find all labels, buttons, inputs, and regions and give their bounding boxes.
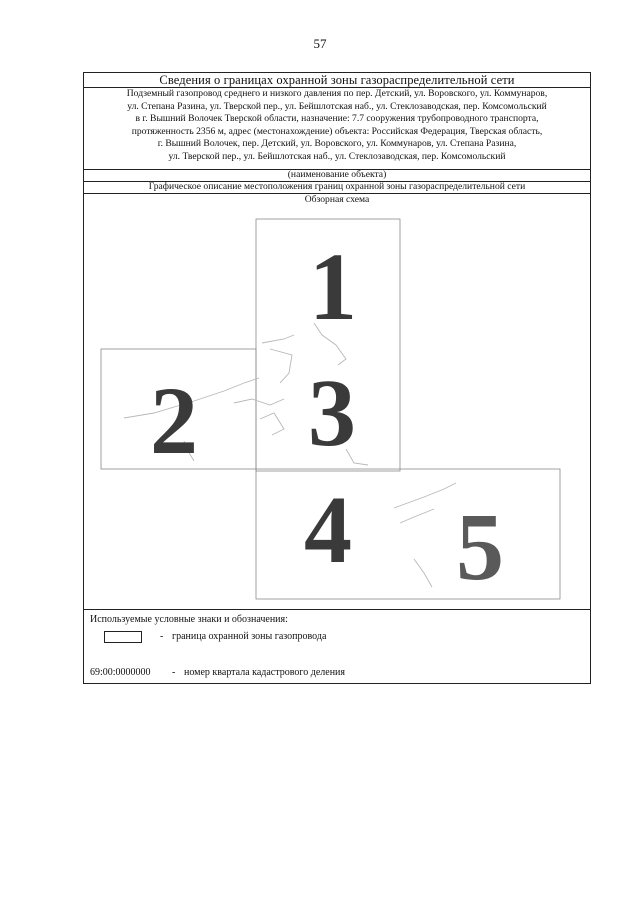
overview-scheme-title: Обзорная схема <box>304 194 370 205</box>
divider <box>84 609 590 610</box>
zone-info-form <box>83 72 591 684</box>
description-line: в г. Вышний Волочек Тверской области, назначение: 7.7 сооружения трубопроводного транспорта, <box>135 113 539 125</box>
sheet-number-5: 5 <box>456 493 504 600</box>
description-line: ул. Тверской пер., ул. Бейшлотская наб., ул. Стеклозаводская, пер. Комсомольский <box>168 150 506 162</box>
legend-dash: - <box>160 631 164 642</box>
overview-scheme <box>84 73 592 685</box>
graphic-description-title: Графическое описание местоположения границ охранной зоны газораспределительной сети <box>148 181 526 192</box>
cadastral-code: 69:00:0000000 <box>90 667 151 678</box>
object-name-caption: (наименование объекта) <box>287 169 387 180</box>
boundary-symbol <box>104 631 142 643</box>
sheet-frame-45 <box>256 469 560 599</box>
description-line: ул. Степана Разина, ул. Тверской пер., ул. Бейшлотская наб., ул. Стеклозаводская, пер. Комсомольский <box>127 100 547 112</box>
section-title: Сведения о границах охранной зоны газораспределительной сети <box>159 73 515 87</box>
legend-heading: Используемые условные знаки и обозначения: <box>90 614 288 625</box>
boundary-label: граница охранной зоны газопровода <box>172 631 327 642</box>
description-line: Подземный газопровод среднего и низкого давления по пер. Детский, ул. Воровского, ул. Коммунаров, <box>126 88 548 99</box>
sheet-number-3: 3 <box>308 359 356 466</box>
sheet-number-1: 1 <box>309 233 357 340</box>
legend-dash: - <box>172 667 176 678</box>
description-line: протяженность 2356 м, адрес (местонахождение) объекта: Российская Федерация, Тверская область, <box>131 125 543 137</box>
sheet-number-4: 4 <box>304 476 352 583</box>
page-number: 57 <box>313 36 327 51</box>
description-line: г. Вышний Волочек, пер. Детский, ул. Воровского, ул. Коммунаров, ул. Степана Разина, <box>157 138 517 150</box>
cadastral-label: номер квартала кадастрового деления <box>184 667 345 678</box>
sheet-number-2: 2 <box>150 367 198 474</box>
